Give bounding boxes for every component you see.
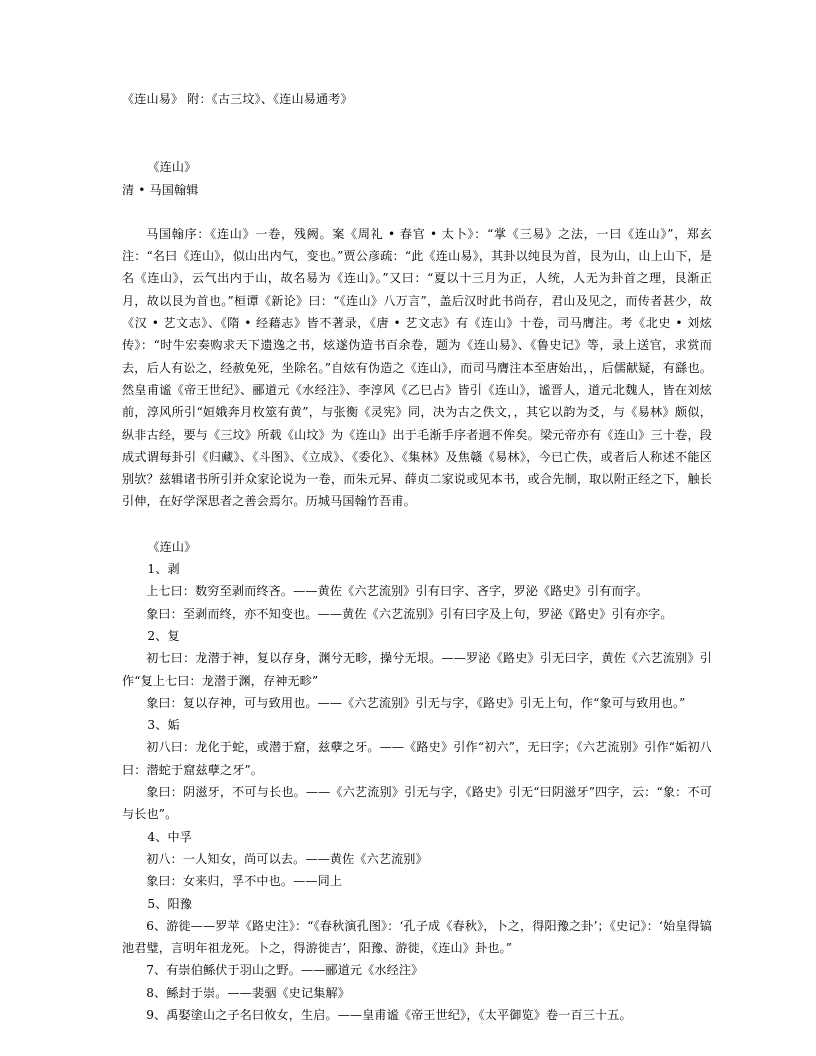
document-title-line: 《连山易》 附：《古三坟》、《连山易通考》 bbox=[122, 92, 353, 106]
entry-heading: 4、中孚 bbox=[147, 829, 192, 844]
entry-body: 象曰：女来归，孚不中也。——同上 bbox=[146, 874, 343, 889]
entry-body: 象曰：至剥而终，亦不知变也。——黄佐《六艺流别》引有曰字及上句，罗泌《路史》引有亦字。 bbox=[146, 606, 673, 621]
work-title: 《连山》 bbox=[147, 160, 197, 175]
spacer-before-preface bbox=[122, 201, 712, 223]
entry-body: 象曰：阴滋牙，不可与长也。——《六艺流别》引无与字，《路史》引无“曰阴滋牙”四字，云：“象：不可与长也”。 bbox=[122, 785, 712, 822]
entry-heading: 5、阳豫 bbox=[147, 896, 192, 911]
entry-body: 初八曰：龙化于蛇，或潜于窟，兹孽之牙。——《路史》引作“初六”，无曰字；《六艺流别》引作“姤初八曰：潜蛇于窟兹孽之牙”。 bbox=[122, 740, 712, 777]
entry-heading: 1、剥 bbox=[147, 562, 180, 577]
author-line: 清 • 马国翰辑 bbox=[122, 182, 199, 197]
entry-body: 初八：一人知女，尚可以去。——黄佐《六艺流别》 bbox=[146, 851, 428, 866]
document-content bbox=[122, 88, 712, 1026]
entry-body: 9、禹娶塗山之子名曰攸女，生启。——皇甫谧《帝王世纪》，《太平御览》卷一百三十五。 bbox=[146, 1007, 632, 1022]
entry-body: 象曰：复以存神，可与致用也。——《六艺流别》引无与字，《路史》引无上句，作“象可与致用也。” bbox=[146, 695, 686, 710]
entry-body: 上七曰：数穷至剥而终吝。——黄佐《六艺流别》引有曰字、吝字，罗泌《路史》引有而字。 bbox=[146, 584, 649, 599]
preface-paragraph: 马国翰序：《连山》一卷，残阙。案《周礼 • 春官 • 太卜》：“掌《三易》之法，一曰《连山》”，郑玄注：“名曰《连山》，似山出内气，变也。”贾公彦疏：“此《连山易》，其卦以纯艮为首，艮为山，山上山下，是名《连山》，云气出内于山，故名易为《连山》。”又曰：“夏以十三月为正，人统，人无为卦首之理，艮渐正月，故以艮为首也。”桓谭《新论》曰：“《连山》八万言”，盖后汉时此书尚存，君山及见之，而传者甚少，故《汉 • 艺文志》、《隋 • 经藉志》皆不著录，《唐 • 艺文志》有《连山》十卷，司马膺注。考《北史 • 刘炫传》：“时牛宏奏购求天下遗逸之书，炫遂伪造书百余卷，题为《连山易》、《鲁史记》等，录上送官，求赏而去，后人有讼之，经赦免死，坐除名。”自炫有伪造之《连山》，而司马膺注本至唐始出，，后儒献疑，有繇也。然皇甫谧《帝王世纪》、郦道元《水经注》、李淳风《乙巳占》皆引《连山》，谧晋人，道元北魏人，皆在刘炫前，淳风所引“姮娥奔月枚筮有黄”，与张衡《灵宪》同，决为古之佚文，，其它以韵为爻，与《易林》颇似，纵非古经，要与《三坟》所载《山坟》为《连山》出于毛渐手序者迥不侔矣。梁元帝亦有《连山》三十卷，段成式谓每卦引《归藏》、《斗图》、《立成》、《委化》、《集林》及焦赣《易林》，今已亡佚，或者后人称述不能区别欤？兹辑诸书所引并众家论说为一卷，而朱元昇、薛贞二家说或见本书，或合先制，取以附正经之下，触长引伸，在好学深思者之善会焉尔。历城马国翰竹吾甫。 bbox=[122, 226, 712, 509]
spacer-after-title bbox=[122, 110, 712, 156]
spacer-before-section bbox=[122, 513, 712, 536]
entry-body: 6、游徙——罗苹《路史注》：“《春秋演孔图》：‘孔子成《春秋》，卜之，得阳豫之卦’；《史记》：‘始皇得镐池君璧，言明年祖龙死。卜之，得游徙吉’，阳豫、游徙，《连山》卦也。” bbox=[122, 918, 712, 956]
entry-heading: 3、姤 bbox=[147, 718, 180, 733]
entry-body: 初七曰：龙潜于神，复以存身，渊兮无畛，操兮无垠。——罗泌《路史》引无曰字，黄佐《六艺流别》引作“复上七曰：龙潜于渊，存神无畛” bbox=[122, 651, 712, 688]
entry-body: 7、有崇伯鲧伏于羽山之野。——郦道元《水经注》 bbox=[146, 963, 424, 978]
entry-heading: 2、复 bbox=[147, 628, 180, 643]
section-title: 《连山》 bbox=[147, 539, 197, 554]
entry-body: 8、鲧封于崇。——裴骃《史记集解》 bbox=[146, 985, 350, 1000]
